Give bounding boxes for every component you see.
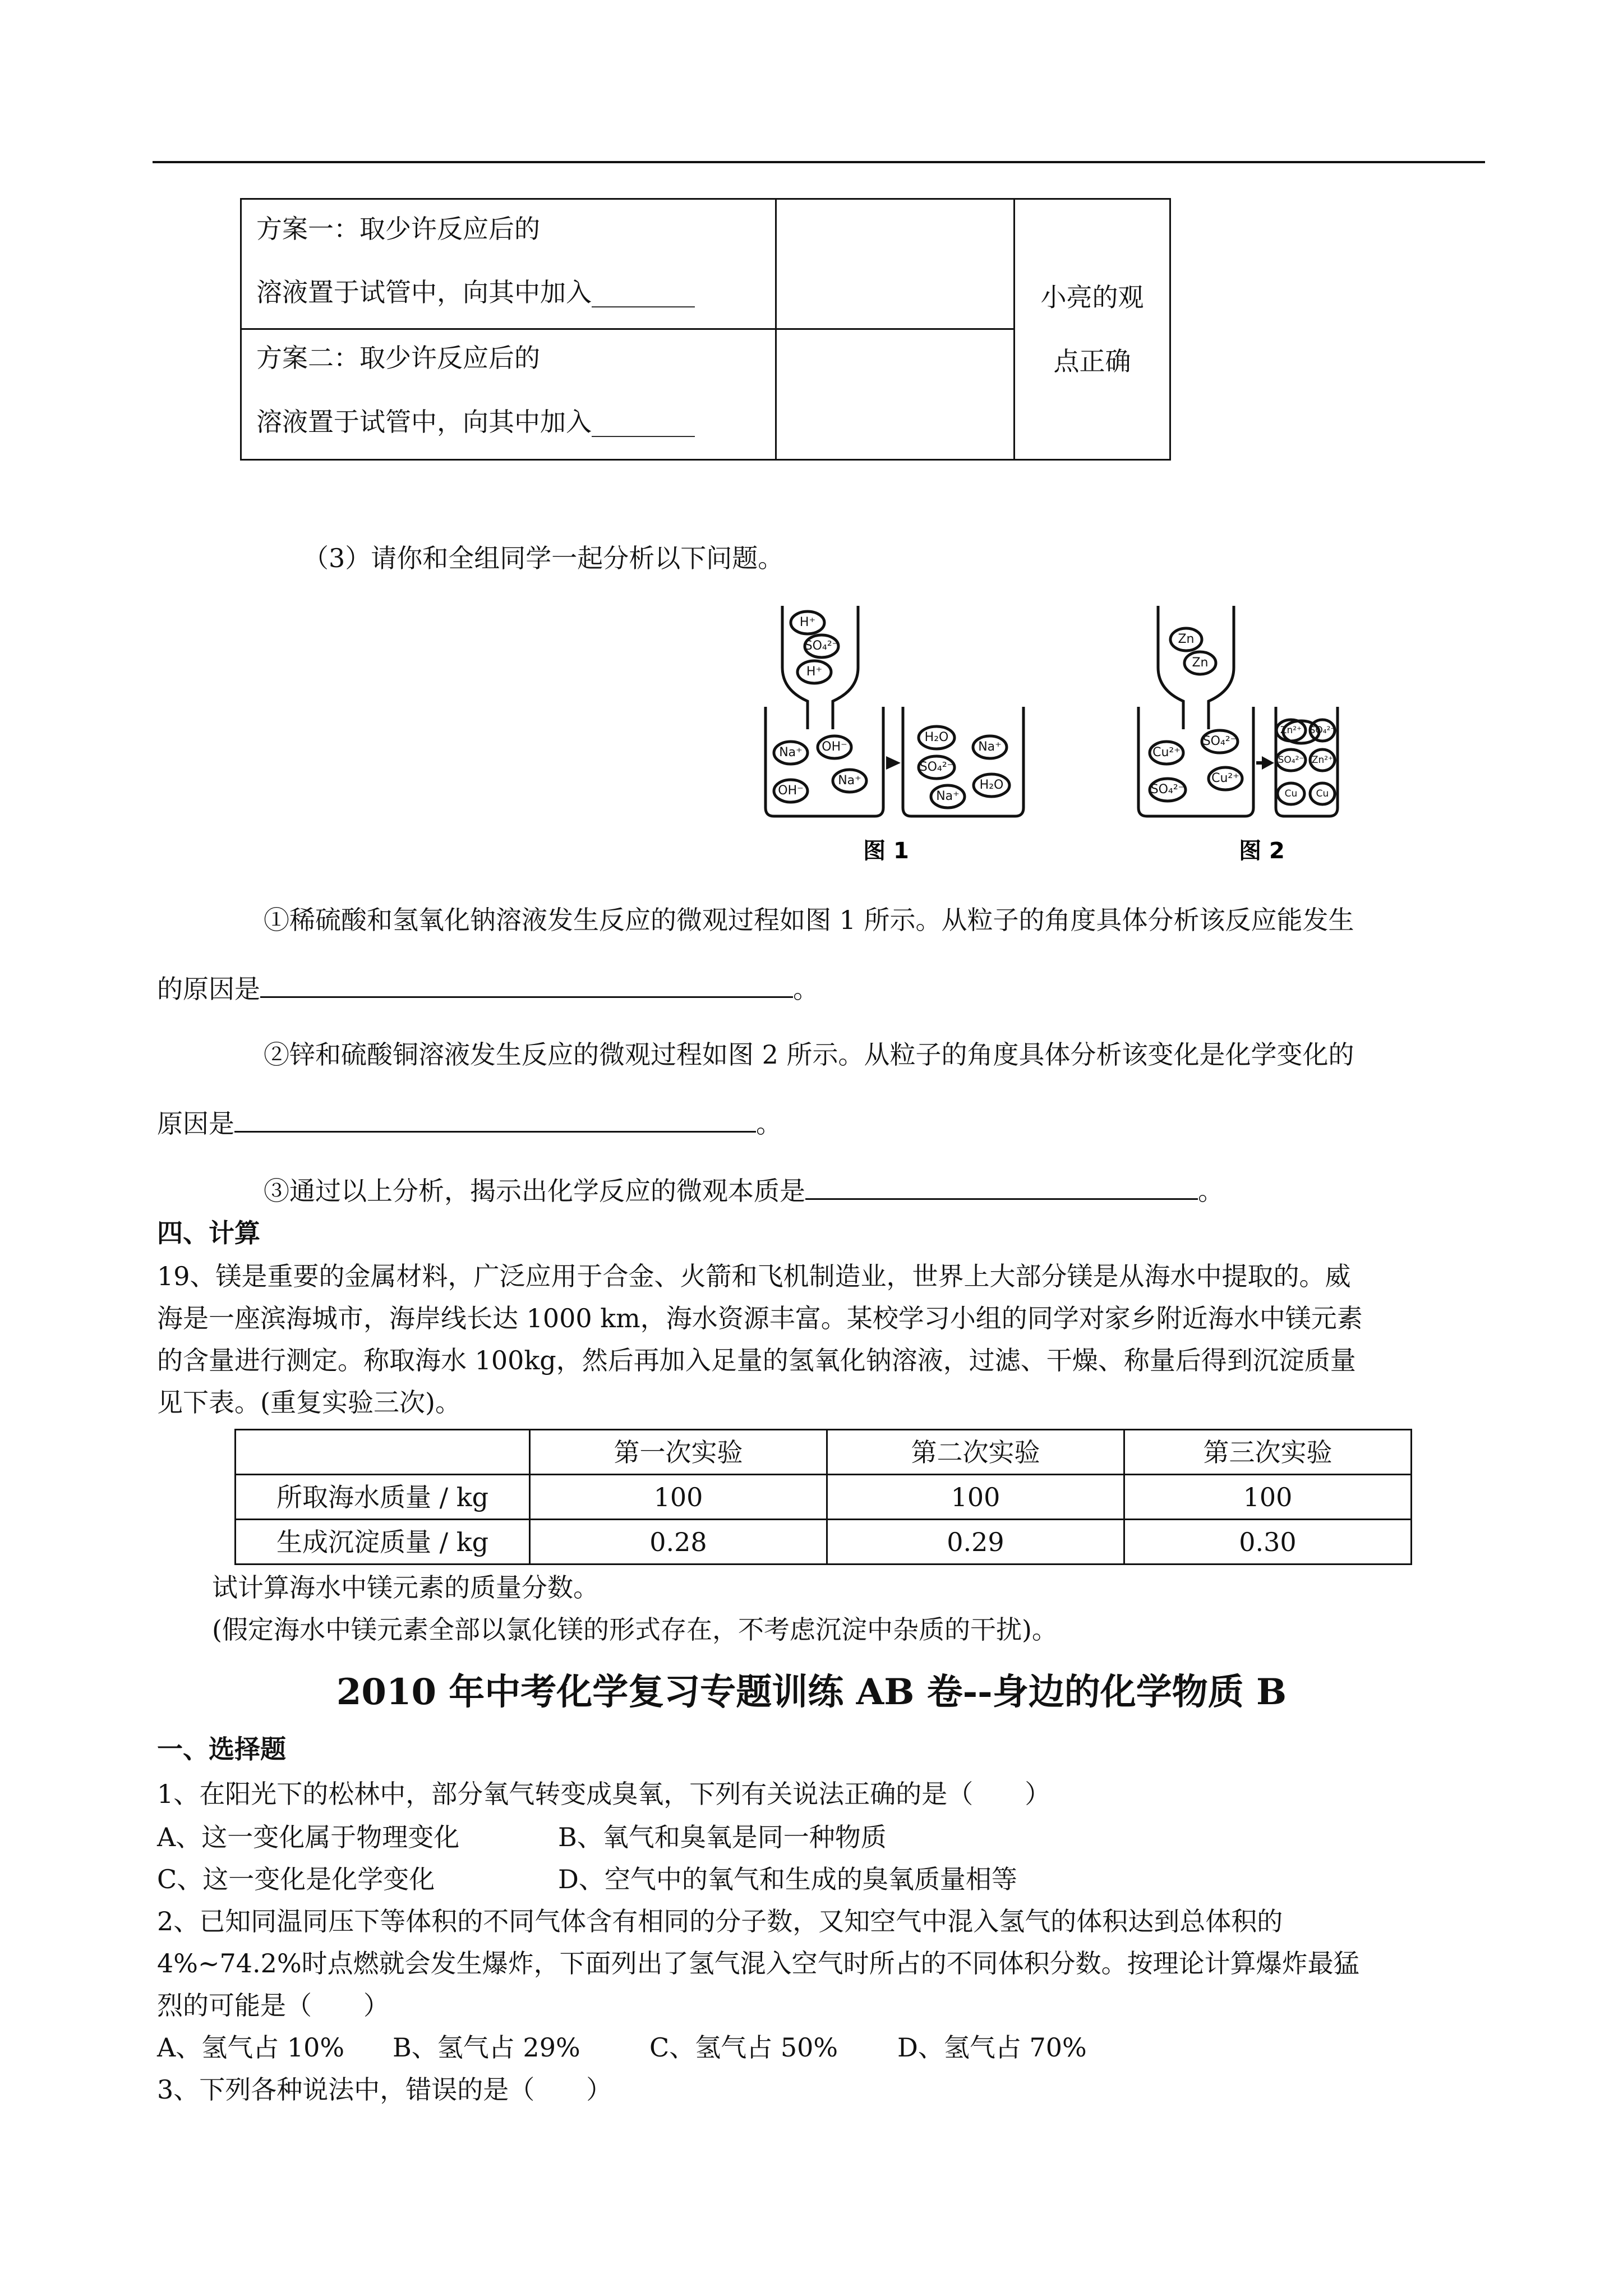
q1-option-c[interactable]: C、这一变化是化学变化 xyxy=(157,1864,435,1894)
q19-line: 的含量进行测定。称取海水 100kg，然后再加入足量的氢氧化钠溶液，过滤、干燥、称量后得到沉淀质量 xyxy=(157,1345,1356,1375)
section1-heading: 一、选择题 xyxy=(157,1734,286,1764)
q2-option-d[interactable]: D、氢气占 70% xyxy=(897,2032,1087,2063)
table-cell: 0.30 xyxy=(1124,1520,1412,1565)
ion-label: H⁺ xyxy=(806,665,823,679)
phenomenon-cell-2 xyxy=(776,329,1015,460)
ion-label: Zn xyxy=(1192,656,1209,670)
q19-line: 海是一座滨海城市，海岸线长达 1000 km，海水资源丰富。某校学习小组的同学对家乡附近海水中镁元素 xyxy=(157,1303,1363,1333)
q19-assumption: (假定海水中镁元素全部以氯化镁的形式存在，不考虑沉淀中杂质的干扰)。 xyxy=(212,1614,1058,1645)
ion-label: Cu²⁺ xyxy=(1211,771,1239,785)
page-title: 2010 年中考化学复习专题训练 AB 卷--身边的化学物质 B xyxy=(336,1671,1287,1713)
conclusion-line2: 点正确 xyxy=(1053,346,1131,376)
question-3: 3、下列各种说法中，错误的是（ ） xyxy=(157,2074,612,2105)
table-cell: 0.28 xyxy=(530,1520,827,1565)
scheme-cell-1 xyxy=(241,199,776,329)
scheme-cell-2 xyxy=(241,329,776,460)
q3-item3 xyxy=(264,1174,1224,1207)
conclusion-cell xyxy=(1015,199,1170,460)
figure-1-label: 图 1 xyxy=(863,838,909,864)
q3-item2-prefix: 原因是 xyxy=(157,1108,234,1139)
table-header: 第三次实验 xyxy=(1124,1430,1412,1475)
q3-item2-line2 xyxy=(157,1106,782,1139)
ion-label: Na⁺ xyxy=(838,774,861,788)
ion-label: Zn²⁺ xyxy=(1311,754,1334,766)
q19-instruction: 试计算海水中镁元素的质量分数。 xyxy=(212,1572,599,1603)
answer-blank[interactable] xyxy=(260,972,793,998)
q19-line: 19、镁是重要的金属材料，广泛应用于合金、火箭和飞机制造业，世界上大部分镁是从海水中提取的。威 xyxy=(157,1261,1351,1291)
ion-label: SO₄²⁻ xyxy=(1150,783,1185,797)
ion-label: Cu xyxy=(1316,788,1329,799)
ion-label: Na⁺ xyxy=(936,789,960,803)
ion-label: Zn xyxy=(1178,632,1195,646)
period: 。 xyxy=(793,974,819,1004)
question-1: 1、在阳光下的松林中，部分氧气转变成臭氧，下列有关说法正确的是（ ） xyxy=(157,1779,1051,1809)
ion-label: OH⁻ xyxy=(778,784,804,798)
q3-item2-line1: ②锌和硫酸铜溶液发生反应的微观过程如图 2 所示。从粒子的角度具体分析该变化是化学变化的 xyxy=(264,1039,1354,1070)
q1-option-b[interactable]: B、氧气和臭氧是同一种物质 xyxy=(558,1822,887,1852)
table-header: 第一次实验 xyxy=(530,1430,827,1475)
question-2-line: 4%~74.2%时点燃就会发生爆炸，下面列出了氢气混入空气时所占的不同体积分数。按理论计算爆炸最猛 xyxy=(157,1948,1359,1978)
q2-option-c[interactable]: C、氢气占 50% xyxy=(649,2032,838,2063)
period: 。 xyxy=(756,1108,782,1139)
ion-label: Na⁺ xyxy=(978,740,1002,754)
q3-intro: （3）请你和全组同学一起分析以下问题。 xyxy=(303,543,784,573)
ion-label: OH⁻ xyxy=(822,740,847,754)
ion-label: SO₄²⁻ xyxy=(1309,725,1336,736)
q3-item1-prefix: 的原因是 xyxy=(157,974,260,1004)
table-cell: 生成沉淀质量 / kg xyxy=(236,1520,530,1565)
phenomenon-cell-1 xyxy=(776,199,1015,329)
ion-label: H⁺ xyxy=(799,615,816,629)
ion-label: Cu xyxy=(1284,788,1298,799)
period: 。 xyxy=(1198,1176,1224,1206)
table-cell: 100 xyxy=(1124,1475,1412,1520)
q3-item1-line2 xyxy=(157,972,819,1005)
ion-label: SO₄²⁻ xyxy=(1202,734,1237,748)
scheme-2-line1: 方案二：取少许反应后的 xyxy=(256,343,540,373)
experiment-table xyxy=(234,1429,1412,1565)
table-header xyxy=(236,1430,530,1475)
scheme-2-line2: 溶液置于试管中，向其中加入________ xyxy=(256,407,695,437)
q1-option-d[interactable]: D、空气中的氧气和生成的臭氧质量相等 xyxy=(558,1864,1017,1894)
q19-line: 见下表。(重复实验三次)。 xyxy=(157,1387,461,1418)
conclusion-line1: 小亮的观 xyxy=(1040,282,1144,312)
ion-label: H₂O xyxy=(924,730,949,744)
question-2-line: 烈的可能是（ ） xyxy=(157,1990,389,2021)
ion-label: SO₄²⁻ xyxy=(919,760,954,774)
ion-label: Zn²⁺ xyxy=(1280,725,1302,736)
ion-label: Na⁺ xyxy=(779,746,803,760)
table-cell: 所取海水质量 / kg xyxy=(236,1475,530,1520)
ion-label: H₂O xyxy=(979,778,1004,792)
q3-item1-line1: ①稀硫酸和氢氧化钠溶液发生反应的微观过程如图 1 所示。从粒子的角度具体分析该反应能发生 xyxy=(264,905,1354,935)
ion-label: SO₄²⁻ xyxy=(1278,754,1304,766)
scheme-1-line2: 溶液置于试管中，向其中加入________ xyxy=(256,277,695,307)
header-rule xyxy=(153,161,1485,163)
answer-blank[interactable] xyxy=(805,1174,1198,1200)
q2-option-a[interactable]: A、氢气占 10% xyxy=(157,2032,345,2063)
answer-blank[interactable] xyxy=(234,1106,756,1133)
ion-label: Cu²⁺ xyxy=(1152,746,1181,760)
reaction-figures xyxy=(751,600,1340,881)
section4-heading: 四、计算 xyxy=(157,1218,260,1248)
scheme-1-line1: 方案一：取少许反应后的 xyxy=(256,214,540,244)
scheme-table xyxy=(240,198,1171,461)
figure-2-label: 图 2 xyxy=(1239,838,1285,864)
table-cell: 100 xyxy=(530,1475,827,1520)
table-header: 第二次实验 xyxy=(827,1430,1124,1475)
q2-option-b[interactable]: B、氢气占 29% xyxy=(393,2032,580,2063)
table-cell: 100 xyxy=(827,1475,1124,1520)
table-cell: 0.29 xyxy=(827,1520,1124,1565)
ion-label: SO₄²⁻ xyxy=(804,639,839,653)
q1-option-a[interactable]: A、这一变化属于物理变化 xyxy=(157,1822,460,1852)
question-2-line: 2、已知同温同压下等体积的不同气体含有相同的分子数，又知空气中混入氢气的体积达到总体积的 xyxy=(157,1906,1283,1936)
q3-item3-prefix: ③通过以上分析，揭示出化学反应的微观本质是 xyxy=(264,1176,805,1206)
